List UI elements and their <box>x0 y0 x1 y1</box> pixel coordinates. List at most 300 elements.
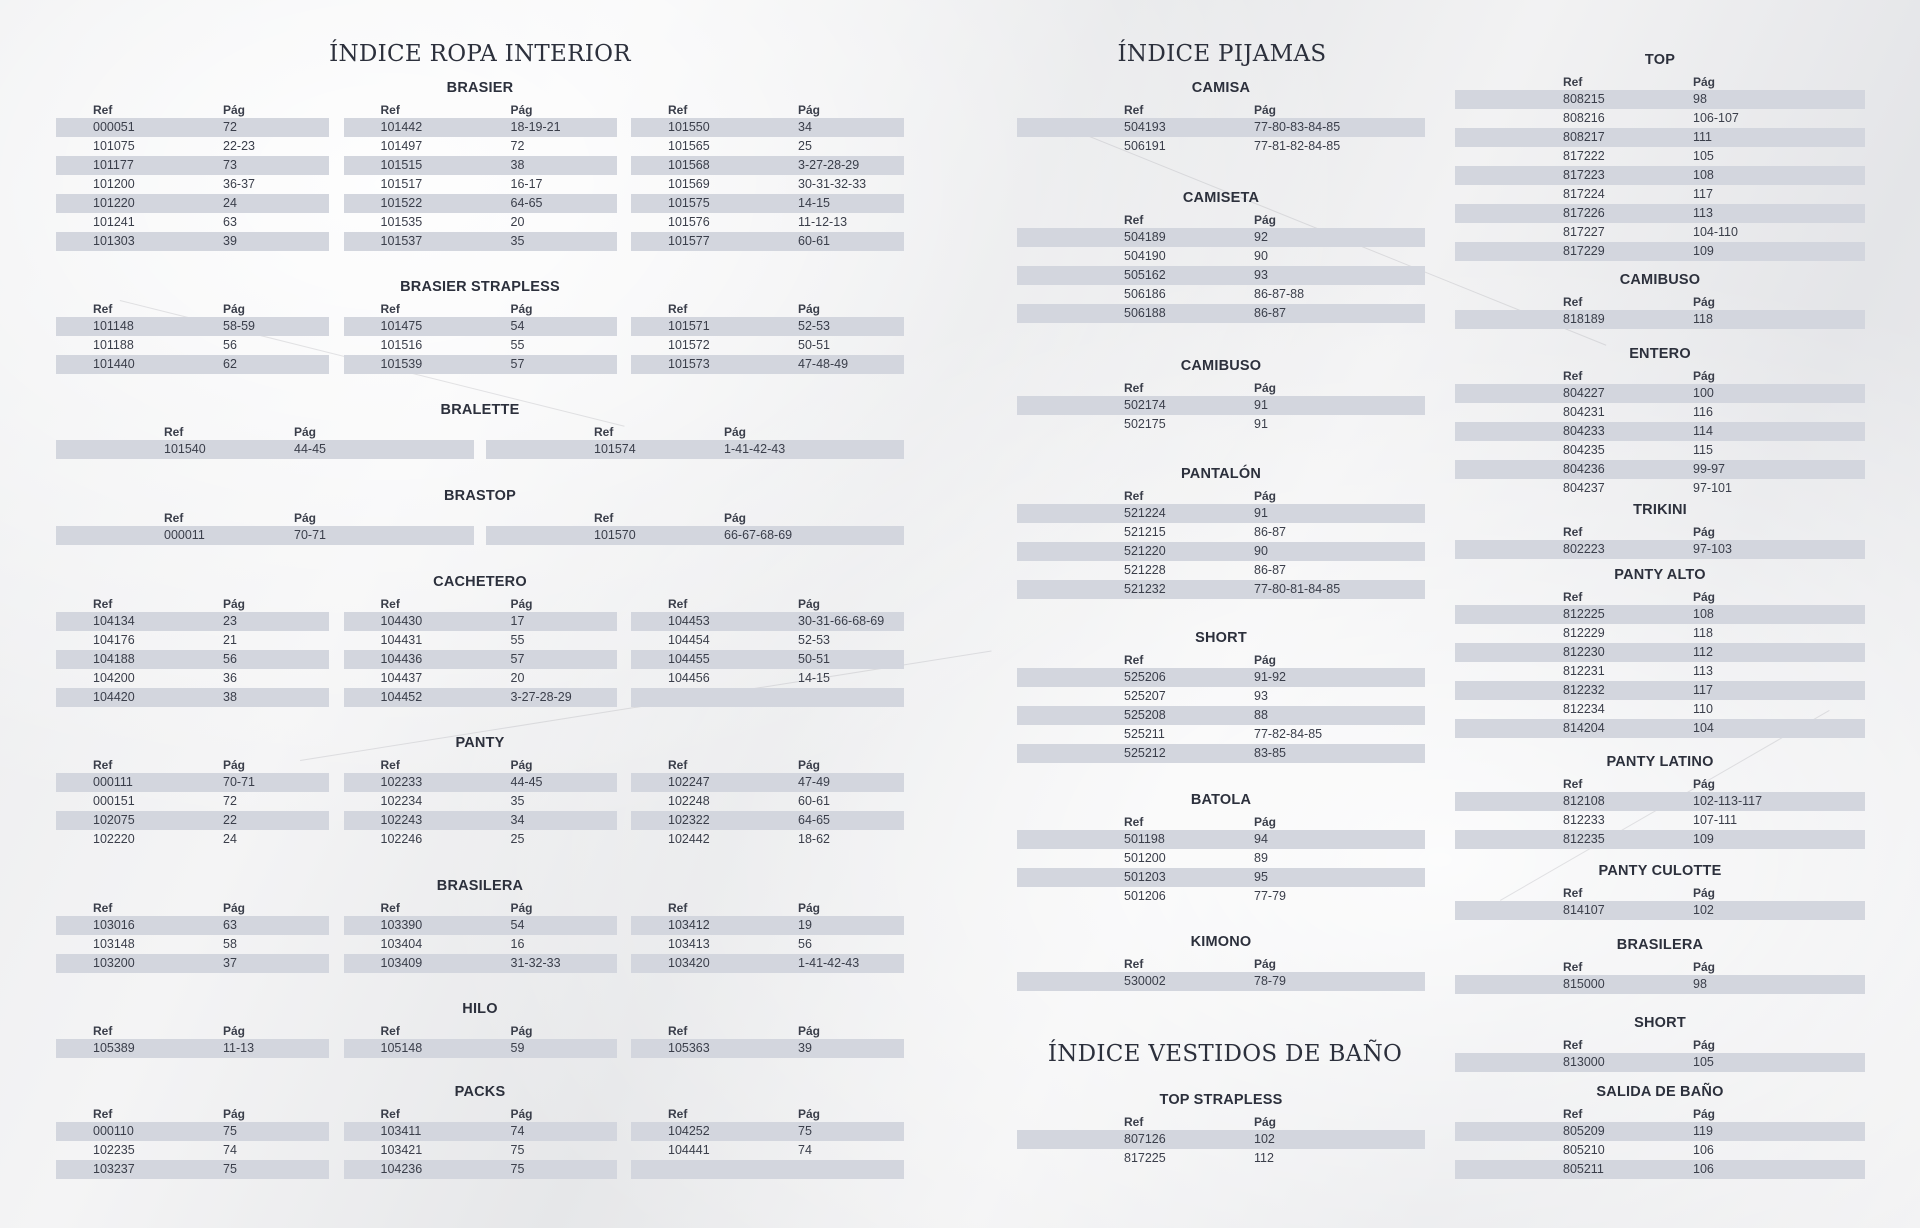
table-row <box>631 194 904 213</box>
pag-cell: 72 <box>223 794 237 808</box>
pag-cell: 75 <box>798 1124 812 1138</box>
table-row <box>344 1141 617 1160</box>
pag-cell: 56 <box>223 652 237 666</box>
section-title: BRASIER STRAPLESS <box>400 279 560 295</box>
section-packs <box>56 1082 904 1179</box>
pag-cell: 1-41-42-43 <box>724 442 786 456</box>
section-short-bano <box>1455 1013 1865 1072</box>
table-row <box>631 118 904 137</box>
table-row <box>56 916 329 935</box>
pag-cell: 24 <box>223 832 237 846</box>
section-short <box>1017 628 1425 763</box>
ref-header: Ref <box>1563 369 1583 383</box>
ref-cell: 104188 <box>93 652 135 666</box>
pag-cell: 74 <box>223 1143 237 1157</box>
ref-cell: 102248 <box>668 794 710 808</box>
ref-cell: 505162 <box>1124 268 1166 282</box>
pag-cell: 118 <box>1693 312 1713 326</box>
ref-header: Ref <box>1563 75 1583 89</box>
section-title: BRASTOP <box>443 488 517 504</box>
pag-cell: 110 <box>1693 702 1713 716</box>
pag-cell: 86-87 <box>1254 525 1286 539</box>
column-header <box>631 98 904 118</box>
section-camibuso-bano <box>1455 270 1865 329</box>
table-row <box>344 232 617 251</box>
section-columns <box>1455 290 1865 329</box>
pag-header: Pág <box>223 597 246 611</box>
ref-cell: 521224 <box>1124 506 1166 520</box>
ref-cell: 104420 <box>93 690 135 704</box>
table-row <box>56 213 329 232</box>
index-column <box>56 753 329 849</box>
pag-cell: 47-49 <box>798 775 830 789</box>
table-row <box>344 669 617 688</box>
pag-cell: 63 <box>223 215 237 229</box>
section-title: SHORT <box>1634 1015 1686 1031</box>
table-row <box>56 773 329 792</box>
section-panty <box>56 733 904 849</box>
pag-cell: 54 <box>510 319 525 333</box>
ref-header: Ref <box>1124 381 1144 395</box>
table-row <box>1017 887 1425 906</box>
pag-cell: 105 <box>1693 149 1714 163</box>
ref-cell: 102442 <box>668 832 710 846</box>
ref-header: Ref <box>380 1107 400 1121</box>
column-header <box>631 297 904 317</box>
ref-cell: 101522 <box>380 196 423 210</box>
table-row <box>1455 700 1865 719</box>
index-column <box>1017 810 1425 906</box>
ref-cell: 101565 <box>668 139 710 153</box>
pag-cell: 62 <box>223 357 237 371</box>
pag-cell: 94 <box>1254 832 1268 846</box>
pag-cell: 47-48-49 <box>798 357 849 371</box>
ref-cell: 103412 <box>668 918 710 932</box>
pag-header: Pág <box>510 1107 533 1121</box>
ref-cell: 104455 <box>668 652 710 666</box>
column-header <box>631 592 904 612</box>
table-row <box>56 355 329 374</box>
table-row <box>56 156 329 175</box>
pag-cell: 66-67-68-69 <box>724 528 793 542</box>
table-row <box>631 137 904 156</box>
table-row <box>1455 90 1865 109</box>
ref-cell: 101577 <box>668 234 710 248</box>
index-column <box>344 1102 617 1179</box>
pag-header: Pág <box>223 1024 246 1038</box>
pag-cell: 118 <box>1693 626 1713 640</box>
pag-cell: 113 <box>1693 664 1713 678</box>
index-column <box>1017 484 1425 599</box>
table-row <box>344 631 617 650</box>
ref-cell: 101475 <box>380 319 423 333</box>
pag-cell: 39 <box>223 234 237 248</box>
section-columns <box>1017 208 1425 323</box>
ref-cell: 813000 <box>1563 1055 1605 1069</box>
section-hilo <box>56 999 904 1058</box>
ref-header: Ref <box>1124 957 1144 971</box>
ref-cell: 101535 <box>380 215 423 229</box>
section-title: TOP <box>1644 52 1676 68</box>
table-row <box>1455 1160 1865 1179</box>
section-title: PANTY LATINO <box>1606 754 1714 770</box>
ref-cell: 521228 <box>1124 563 1166 577</box>
pag-cell: 100 <box>1693 386 1714 400</box>
ref-cell: 506186 <box>1124 287 1166 301</box>
index-column <box>56 420 474 459</box>
pag-header: Pág <box>798 103 821 117</box>
ref-cell: 101540 <box>164 442 206 456</box>
table-row <box>631 355 904 374</box>
section-title: TRIKINI <box>1633 502 1687 518</box>
ref-cell: 805211 <box>1563 1162 1604 1176</box>
table-row <box>56 137 329 156</box>
ref-cell: 101550 <box>668 120 710 134</box>
ref-header: Ref <box>380 758 400 772</box>
section-columns <box>1017 484 1425 599</box>
ref-cell: 104200 <box>93 671 135 685</box>
column-header <box>56 98 329 118</box>
section-brasier <box>56 78 904 251</box>
column-header <box>631 1102 904 1122</box>
column-header <box>56 1019 329 1039</box>
ref-cell: 812225 <box>1563 607 1605 621</box>
pag-cell: 109 <box>1693 244 1714 258</box>
pag-cell: 106-107 <box>1693 111 1739 125</box>
table-row <box>486 440 904 459</box>
table-row <box>631 669 904 688</box>
ref-cell: 103421 <box>380 1143 423 1157</box>
section-title: PANTALÓN <box>1181 466 1261 482</box>
table-row <box>631 916 904 935</box>
table-row <box>344 175 617 194</box>
table-row <box>1455 719 1865 738</box>
pag-header: Pág <box>1254 653 1277 667</box>
pag-cell: 77-79 <box>1254 889 1286 903</box>
ref-cell: 101200 <box>93 177 135 191</box>
ref-cell: 101303 <box>93 234 135 248</box>
pag-cell: 77-81-82-84-85 <box>1254 139 1341 153</box>
table-row <box>1455 830 1865 849</box>
table-row <box>344 317 617 336</box>
table-row <box>1017 972 1425 991</box>
pag-cell: 60-61 <box>798 234 830 248</box>
ref-cell: 521232 <box>1124 582 1166 596</box>
table-row <box>1017 849 1425 868</box>
ref-header: Ref <box>93 597 113 611</box>
index-column <box>486 506 904 545</box>
pag-header: Pág <box>223 302 246 316</box>
ref-header: Ref <box>668 302 688 316</box>
section-batola <box>1017 790 1425 906</box>
table-row <box>1455 662 1865 681</box>
ref-header: Ref <box>1124 1115 1144 1129</box>
pag-cell: 21 <box>223 633 237 647</box>
table-row <box>1455 166 1865 185</box>
pag-cell: 75 <box>223 1124 237 1138</box>
section-title: PANTY <box>455 735 505 751</box>
column-header <box>56 1102 329 1122</box>
table-row <box>1017 868 1425 887</box>
ref-cell: 101188 <box>93 338 134 352</box>
index-column <box>344 896 617 973</box>
pag-cell: 56 <box>223 338 237 352</box>
table-row <box>1017 1130 1425 1149</box>
pag-cell: 34 <box>510 813 525 827</box>
pag-cell: 70-71 <box>223 775 255 789</box>
pag-cell: 108 <box>1693 168 1714 182</box>
ref-header: Ref <box>1124 815 1144 829</box>
table-row <box>1455 643 1865 662</box>
pag-cell: 75 <box>223 1162 237 1176</box>
pag-cell: 25 <box>798 139 812 153</box>
table-row <box>56 688 329 707</box>
column-header <box>344 753 617 773</box>
table-row <box>1455 310 1865 329</box>
ref-cell: 501200 <box>1124 851 1166 865</box>
table-row <box>1455 109 1865 128</box>
column-header <box>1455 585 1865 605</box>
ref-cell: 812234 <box>1563 702 1605 716</box>
pag-cell: 106 <box>1693 1143 1714 1157</box>
section-columns <box>1455 1102 1865 1179</box>
index-column <box>631 753 904 849</box>
ref-cell: 000111 <box>93 775 133 789</box>
pag-header: Pág <box>1693 960 1716 974</box>
table-row <box>344 336 617 355</box>
ref-cell: 804231 <box>1563 405 1605 419</box>
pag-header: Pág <box>510 103 533 117</box>
ref-cell: 104430 <box>380 614 423 628</box>
table-row <box>56 175 329 194</box>
table-row <box>631 650 904 669</box>
pag-cell: 105 <box>1693 1055 1714 1069</box>
section-camisa <box>1017 78 1425 156</box>
table-row <box>56 830 329 849</box>
pag-cell: 92 <box>1254 230 1268 244</box>
section-entero <box>1455 344 1865 498</box>
pag-cell: 3-27-28-29 <box>798 158 860 172</box>
ref-header: Ref <box>1563 1038 1583 1052</box>
ref-header: Ref <box>1563 886 1583 900</box>
index-column <box>56 297 329 374</box>
section-columns <box>1455 772 1865 849</box>
table-row <box>631 317 904 336</box>
section-brasilera-bano <box>1455 935 1865 994</box>
table-row <box>631 1160 904 1179</box>
table-row <box>56 669 329 688</box>
section-brasilera <box>56 876 904 973</box>
table-row <box>344 792 617 811</box>
ref-cell: 808217 <box>1563 130 1605 144</box>
column-header <box>1455 364 1865 384</box>
pag-cell: 3-27-28-29 <box>510 690 572 704</box>
pag-cell: 102 <box>1693 903 1714 917</box>
section-columns <box>56 506 904 545</box>
ref-cell: 101573 <box>668 357 710 371</box>
index-column <box>1017 1110 1425 1168</box>
table-row <box>1017 504 1425 523</box>
table-row <box>1455 1141 1865 1160</box>
pag-header: Pág <box>1254 213 1277 227</box>
index-column <box>631 592 904 707</box>
index-column <box>344 297 617 374</box>
index-column <box>344 753 617 849</box>
section-title: BRASILERA <box>1616 937 1704 953</box>
pag-cell: 39 <box>798 1041 812 1055</box>
table-row <box>1455 811 1865 830</box>
section-title: PANTY CULOTTE <box>1598 863 1722 879</box>
pag-header: Pág <box>724 511 747 525</box>
pag-cell: 20 <box>510 215 525 229</box>
index-column <box>1455 70 1865 261</box>
pag-header: Pág <box>1254 957 1277 971</box>
pag-cell: 86-87 <box>1254 563 1286 577</box>
ref-cell: 521220 <box>1124 544 1166 558</box>
ref-cell: 104441 <box>668 1143 710 1157</box>
pag-cell: 74 <box>798 1143 812 1157</box>
section-title: TOP STRAPLESS <box>1159 1092 1283 1108</box>
ref-header: Ref <box>1563 960 1583 974</box>
column-header <box>486 506 904 526</box>
ref-cell: 805210 <box>1563 1143 1605 1157</box>
ref-cell: 103413 <box>668 937 710 951</box>
pag-header: Pág <box>510 302 533 316</box>
ref-cell: 104453 <box>668 614 710 628</box>
table-row <box>56 440 474 459</box>
pag-cell: 93 <box>1254 268 1268 282</box>
section-columns <box>1455 70 1865 261</box>
ref-cell: 102246 <box>380 832 423 846</box>
pag-cell: 18-19-21 <box>510 120 561 134</box>
ref-cell: 104452 <box>380 690 423 704</box>
table-row <box>631 954 904 973</box>
ref-cell: 105363 <box>668 1041 710 1055</box>
column-header <box>631 1019 904 1039</box>
index-column <box>56 1102 329 1179</box>
section-pantalon <box>1017 464 1425 599</box>
ref-header: Ref <box>93 901 113 915</box>
pag-cell: 113 <box>1693 206 1713 220</box>
section-columns <box>56 297 904 374</box>
table-row <box>1455 223 1865 242</box>
index-column <box>1455 1102 1865 1179</box>
pag-cell: 52-53 <box>798 319 830 333</box>
ref-cell: 812235 <box>1563 832 1605 846</box>
pag-cell: 90 <box>1254 544 1268 558</box>
section-camibuso <box>1017 356 1425 434</box>
table-row <box>631 1039 904 1058</box>
ref-header: Ref <box>1124 489 1144 503</box>
table-row <box>1017 687 1425 706</box>
ref-header: Ref <box>668 1107 688 1121</box>
index-column <box>631 1102 904 1179</box>
ref-cell: 812231 <box>1563 664 1605 678</box>
pag-cell: 77-82-84-85 <box>1254 727 1323 741</box>
ref-cell: 815000 <box>1563 977 1605 991</box>
table-row <box>1455 792 1865 811</box>
table-row <box>1455 624 1865 643</box>
pag-cell: 38 <box>510 158 525 172</box>
pag-cell: 98 <box>1693 92 1707 106</box>
table-row <box>1455 975 1865 994</box>
table-row <box>1455 185 1865 204</box>
section-columns <box>56 1019 904 1058</box>
ref-cell: 104436 <box>380 652 423 666</box>
pag-cell: 83-85 <box>1254 746 1286 760</box>
ref-header: Ref <box>1124 653 1144 667</box>
ref-header: Ref <box>1563 1107 1583 1121</box>
pag-cell: 25 <box>510 832 525 846</box>
ref-header: Ref <box>380 103 400 117</box>
ref-cell: 101442 <box>380 120 423 134</box>
pag-header: Pág <box>294 425 317 439</box>
table-row <box>1455 540 1865 559</box>
section-title: BATOLA <box>1190 792 1252 808</box>
ref-header: Ref <box>93 758 113 772</box>
pag-cell: 36 <box>223 671 237 685</box>
section-salida-de-bano <box>1455 1082 1865 1179</box>
pag-header: Pág <box>1693 75 1716 89</box>
column-header <box>1017 952 1425 972</box>
index-column <box>631 297 904 374</box>
section-columns <box>1455 1033 1865 1072</box>
pag-cell: 106 <box>1693 1162 1714 1176</box>
table-row <box>631 336 904 355</box>
ref-header: Ref <box>380 302 400 316</box>
pag-cell: 108 <box>1693 607 1714 621</box>
column-header <box>631 753 904 773</box>
pag-cell: 91 <box>1254 417 1268 431</box>
index-column <box>486 420 904 459</box>
index-column <box>1455 772 1865 849</box>
ref-cell: 504190 <box>1124 249 1166 263</box>
table-row <box>1455 681 1865 700</box>
index-column <box>56 98 329 251</box>
section-trikini <box>1455 500 1865 559</box>
section-title: SALIDA DE BAÑO <box>1596 1084 1724 1100</box>
section-title: CACHETERO <box>433 574 527 590</box>
table-row <box>344 1122 617 1141</box>
table-row <box>56 1141 329 1160</box>
section-panty-alto <box>1455 565 1865 738</box>
table-row <box>56 650 329 669</box>
column-header <box>344 592 617 612</box>
ref-cell: 102235 <box>93 1143 135 1157</box>
table-row <box>1017 561 1425 580</box>
ref-cell: 101440 <box>93 357 135 371</box>
pag-header: Pág <box>798 901 821 915</box>
column-header <box>56 592 329 612</box>
pag-cell: 75 <box>510 1162 525 1176</box>
ref-cell: 817222 <box>1563 149 1605 163</box>
column-header <box>1455 1102 1865 1122</box>
column-header <box>1017 1110 1425 1130</box>
ref-header: Ref <box>380 901 400 915</box>
section-columns <box>1017 648 1425 763</box>
table-row <box>1455 901 1865 920</box>
section-panty-latino <box>1455 752 1865 849</box>
section-title: KIMONO <box>1190 934 1252 950</box>
ref-cell: 000051 <box>93 120 135 134</box>
ref-cell: 804233 <box>1563 424 1605 438</box>
section-brastop <box>56 486 904 545</box>
ref-header: Ref <box>1563 777 1583 791</box>
ref-cell: 506191 <box>1124 139 1166 153</box>
section-title: HILO <box>462 1001 498 1017</box>
table-row <box>1017 247 1425 266</box>
table-row <box>1017 668 1425 687</box>
